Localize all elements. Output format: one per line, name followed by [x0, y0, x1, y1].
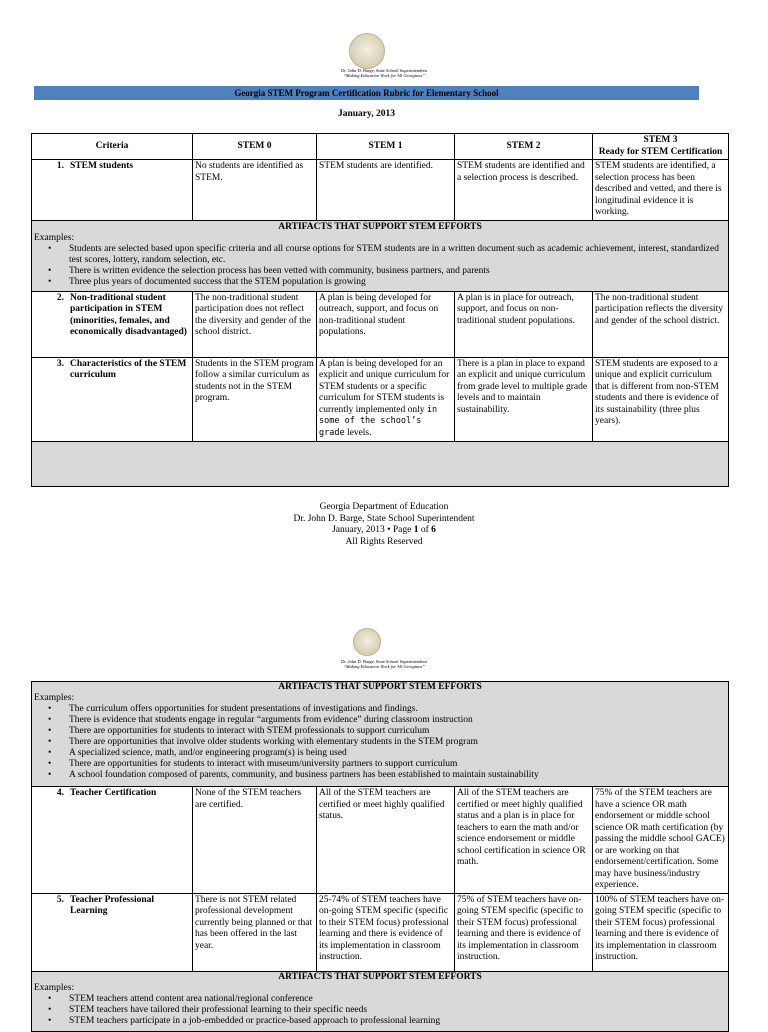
seal-caption-line2: “Making Education Work for All Georgians”: [343, 73, 425, 78]
header-stem2: STEM 2: [455, 134, 593, 160]
document-title: Georgia STEM Program Certification Rubric for Elementary School: [234, 88, 499, 98]
stem1-cell: All of the STEM teachers are certified or meet highly qualified status.: [317, 787, 455, 894]
state-seal-logo: [349, 33, 385, 69]
seal-caption-line2: “Making Education Work for All Georgians”: [343, 664, 425, 669]
table-row: [32, 787, 729, 894]
header-stem3: STEM 3 Ready for STEM Certification: [593, 134, 729, 160]
artifacts-row: [32, 220, 729, 291]
stem2-cell: All of the STEM teachers are certified or meet highly qualified status and a plan is in place for teachers to earn the math and/or science endorsement or middle school certification in science OR math.: [455, 787, 593, 894]
page-footer: Georgia Department of Education Dr. John D. Barge, State School Superintendent January, 2013 • Page 1 of 6 All Rights Reserved: [293, 502, 475, 547]
stem0-cell: None of the STEM teachers are certified.: [193, 787, 317, 894]
artifacts-row: [32, 971, 729, 1031]
stem1-cell: 25-74% of STEM teachers have on-going STEM specific (specific to their STEM focus) professional learning and there is evidence of its implementation in classroom instruction.: [317, 893, 455, 971]
stem3-cell: 75% of the STEM teachers are have a science OR math endorsement or middle school science OR math certification (by passing the middle school GACE) or are working on that endorsement/certification. Some may have business/industry experience.: [593, 787, 729, 894]
seal-caption-line1: Dr. John D. Barge, State School Superintendent: [341, 659, 427, 664]
stem1-cell: A plan is being developed for an explicit and unique curriculum for STEM students or a specific curriculum for STEM students is currently implemented only in some of the school’s grade levels.: [317, 357, 455, 441]
criterion-cell: 5. Teacher Professional Learning: [32, 893, 193, 971]
list-item: • There is written evidence the selection process has been vetted with community, business partners, and parents: [69, 266, 726, 277]
table-row: [32, 291, 729, 357]
header-stem1: STEM 1: [317, 134, 455, 160]
document-date: January, 2013: [337, 109, 395, 119]
rubric-table-page1: [31, 133, 729, 487]
header-stem0: STEM 0: [193, 134, 317, 160]
examples-label: Examples:: [34, 693, 75, 703]
seal-caption-line1: Dr. John D. Barge, State School Superintendent: [341, 68, 427, 73]
rubric-table-page2: [31, 681, 729, 1032]
list-item: • STEM teachers have tailored their professional learning to their specific needs: [69, 1005, 726, 1016]
stem0-cell: There is not STEM related professional development currently being planned or that has been offered in the last year.: [193, 893, 317, 971]
criterion-cell: 4. Teacher Certification: [32, 787, 193, 894]
title-bar: [34, 86, 699, 100]
criterion-cell: 3. Characteristics of the STEM curriculum: [32, 357, 193, 441]
stem3-cell: The non-traditional student participation reflects the diversity and gender of the school district.: [593, 291, 729, 357]
seal-caption: [284, 659, 484, 669]
list-item: • A school foundation composed of parents, community, and business partners has been established to maintain sustainability: [69, 770, 726, 781]
list-item: • Students are selected based upon specific criteria and all course options for STEM students are in a written document such as academic achievement, interest, standardized test scores, lottery, random selection, etc.: [69, 244, 726, 266]
stem3-cell: STEM students are identified, a selection process has been described and vetted, and there is longitudinal evidence it is working.: [593, 160, 729, 221]
table-row: [32, 893, 729, 971]
examples-label: Examples:: [34, 982, 75, 993]
list-item: • There are opportunities for students to interact with STEM professionals to support curriculum: [69, 726, 726, 737]
list-item: • STEM teachers attend content area national/regional conference: [69, 994, 726, 1005]
examples-label: Examples:: [34, 232, 75, 243]
stem2-cell: A plan is in place for outreach, support, and focus on non-traditional student populations.: [455, 291, 593, 357]
stem2-cell: There is a plan in place to expand an explicit and unique curriculum from grade level to multiple grade levels and to maintain sustainability.: [455, 357, 593, 441]
examples-list: [34, 704, 726, 781]
list-item: • There are opportunities for students to interact with museum/university partners to support curriculum: [69, 759, 726, 770]
table-row: [32, 160, 729, 221]
list-item: • Three plus years of documented success that the STEM population is growing: [69, 277, 726, 288]
list-item: • A specialized science, math, and/or engineering program(s) is being used: [69, 748, 726, 759]
list-item: • STEM teachers participate in a job-embedded or practice-based approach to professional learning: [69, 1016, 726, 1027]
stem3-cell: STEM students are exposed to a unique and explicit curriculum that is different from non-STEM students and there is evidence of its sustainability (three plus years).: [593, 357, 729, 441]
artifacts-title: ARTIFACTS THAT SUPPORT STEM EFFORTS: [278, 971, 482, 982]
seal-caption: [284, 68, 484, 78]
stem0-cell: The non-traditional student participation does not reflect the diversity and gender of the school district.: [193, 291, 317, 357]
criterion-cell: 1. STEM students: [32, 160, 193, 221]
artifacts-row-empty: [32, 441, 729, 486]
stem2-cell: STEM students are identified and a selection process is described.: [455, 160, 593, 221]
artifacts-title: ARTIFACTS THAT SUPPORT STEM EFFORTS: [278, 221, 482, 232]
artifacts-row: [32, 682, 729, 787]
list-item: • The curriculum offers opportunities for student presentations of investigations and findings.: [69, 704, 726, 715]
stem3-cell: 100% of STEM teachers have on-going STEM specific (specific to their STEM focus) professional learning and there is evidence of its implementation in classroom instruction.: [593, 893, 729, 971]
examples-list: [34, 994, 726, 1027]
stem0-cell: No students are identified as STEM.: [193, 160, 317, 221]
table-header-row: [32, 134, 729, 160]
stem2-cell: 75% of STEM teachers have on-going STEM specific (specific to their STEM focus) professional learning and there is evidence of its implementation in classroom instruction.: [455, 893, 593, 971]
stem0-cell: Students in the STEM program follow a similar curriculum as students not in the STEM program.: [193, 357, 317, 441]
criterion-cell: 2. Non-traditional student participation in STEM (minorities, females, and economically disadvantaged): [32, 291, 193, 357]
list-item: • There are opportunities that involve older students working with elementary students in the STEM program: [69, 737, 726, 748]
header-criteria: Criteria: [32, 134, 193, 160]
list-item: • There is evidence that students engage in regular “arguments from evidence” during classroom instruction: [69, 715, 726, 726]
state-seal-logo: [353, 628, 381, 656]
artifacts-title: ARTIFACTS THAT SUPPORT STEM EFFORTS: [278, 682, 482, 692]
table-row: [32, 357, 729, 441]
stem1-cell: STEM students are identified.: [317, 160, 455, 221]
stem1-cell: A plan is being developed for outreach, support, and focus on non-traditional student populations.: [317, 291, 455, 357]
examples-list: [34, 244, 726, 288]
